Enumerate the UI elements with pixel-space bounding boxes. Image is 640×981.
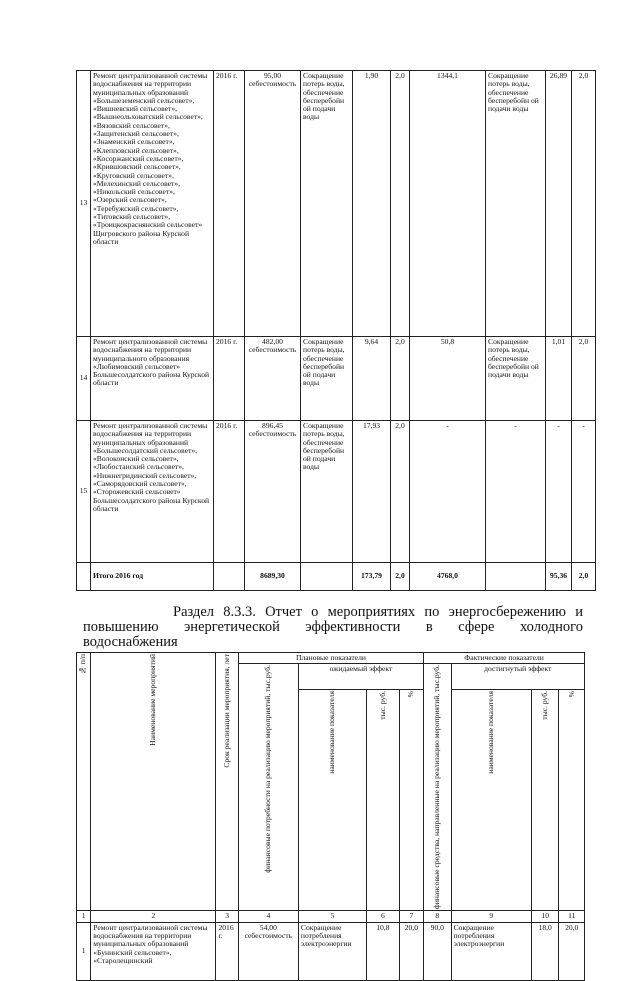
pct-cell: 2,0 xyxy=(391,337,410,421)
col-number: 7 xyxy=(399,911,423,922)
value-cell: 17,93 xyxy=(353,421,391,563)
cost-basis: себестоимость xyxy=(248,429,297,439)
effect-cell: Сокращение потерь воды, обеспечение бесперебойн ой подачи воды xyxy=(301,337,353,421)
table-row xyxy=(77,922,585,980)
header-pct-2: % xyxy=(559,689,585,911)
header-indicator-name: наименование показателя xyxy=(298,689,366,911)
pct-cell: 2,0 xyxy=(391,71,410,337)
header-expected: ожидаемый эффект xyxy=(298,664,423,690)
measure-name: Ремонт централизованной системы водоснабжения на территории муниципальных образований «Большеземенский сельсовет», «Вишневский сельсовет», «Вышнеольховатский сельсовет», «Вязовский сельсовет», «Защитенский сельсовет», «Знаменский сельсовет», «Клепповский сельсовет», «Косоржанский сельсовет», «Крившовский сельсовет», «Круговский сельсовет», «Мелехинский сельсовет», «Никольский сельсовет», «Озерский сельсовет», «Теребужский сельсовет», «Титовский сельсовет», «Троицкокраснянский сельсовет» Щигровского района Курской области xyxy=(91,71,214,337)
actual-pct-cell: - xyxy=(572,421,596,563)
col-number: 9 xyxy=(451,911,531,922)
effect-cell: Сокращение потерь воды, обеспечение бесперебойн ой подачи воды xyxy=(301,421,353,563)
header-achieved: достигнутый эффект xyxy=(451,664,584,690)
actual-pct-cell: 20,0 xyxy=(559,922,585,980)
row-number: 13 xyxy=(77,71,91,337)
total-row xyxy=(77,563,596,591)
cost-value: 95,00 xyxy=(263,71,282,80)
header-num: № п/п xyxy=(77,653,91,911)
cost-value: 482,00 xyxy=(262,337,283,346)
actual-effect-cell: - xyxy=(486,421,546,563)
row-number: 15 xyxy=(77,421,91,563)
cost-value: 54,00 xyxy=(259,922,277,932)
header-indicator-name-2: наименование показателя xyxy=(451,689,531,911)
section-heading xyxy=(83,605,583,650)
effect-cell: Сокращение потерь воды, обеспечение бесперебойн ой подачи воды xyxy=(301,71,353,337)
table-row xyxy=(77,421,596,563)
col-number: 1 xyxy=(77,911,91,922)
col-number: 6 xyxy=(367,911,400,922)
measure-name: Ремонт централизованной системы водоснабжения на территории муниципальных образований «Бунинский сельсовет», «Старолещинский xyxy=(91,922,216,980)
column-numbers-row xyxy=(77,911,585,922)
actual-value-cell: 26,89 xyxy=(546,71,572,337)
actual-pct-cell: 2,0 xyxy=(572,337,596,421)
col-number: 5 xyxy=(298,911,366,922)
col-number: 3 xyxy=(216,911,238,922)
section-heading-line-3: водоснабжения xyxy=(83,634,178,650)
value-cell: 10,8 xyxy=(367,922,400,980)
year-cell: 2016 г. xyxy=(214,421,245,563)
measure-name: Ремонт централизованной системы водоснабжения на территории муниципальных образований «Большесолдатский сельсовет», «Волоконский сельсовет», «Любостанский сельсовет», «Нижнегридинский сельсовет», «Саморядовский сельсовет», «Сторожевский сельсовет» Большесолдатского района Курской области xyxy=(91,421,214,563)
header-actual: Фактические показатели xyxy=(424,653,585,664)
measure-name: Ремонт централизованной системы водоснабжения на территории муниципального образования «Любимовский сельсовет» Большесолдатского района Курской области xyxy=(91,337,214,421)
year-cell: 2016 г. xyxy=(216,922,238,980)
actual-value-cell: 18,0 xyxy=(531,922,558,980)
col-number: 2 xyxy=(91,911,216,922)
table-row xyxy=(77,71,596,337)
value-cell: 1,90 xyxy=(353,71,391,337)
fin-cell: - xyxy=(410,421,486,563)
actual-effect-cell: Сокращение потерь воды, обеспечение бесперебойн ой подачи воды xyxy=(486,337,546,421)
table-row xyxy=(77,337,596,421)
year-cell: 2016 г. xyxy=(214,71,245,337)
year-cell: 2016 г. xyxy=(214,337,245,421)
cost-cell xyxy=(245,71,301,337)
cost-cell xyxy=(245,421,301,563)
section-heading-line-1: Раздел 8.3.3. Отчет о мероприятиях по энергосбережению и xyxy=(173,604,583,620)
col-number: 8 xyxy=(424,911,451,922)
cost-cell xyxy=(238,922,298,980)
section-heading-line-2: повышению энергетической эффективности в сфере холодного xyxy=(83,619,583,635)
header-thousand-rub: тыс. руб. xyxy=(367,689,400,911)
pct-cell: 20,0 xyxy=(399,922,423,980)
actual-effect-cell: Сокращение потерь воды, обеспечение бесперебойн ой подачи воды xyxy=(486,71,546,337)
total-value: 173,79 xyxy=(353,563,391,591)
report-table-continued xyxy=(76,70,596,591)
actual-value-cell: 1,01 xyxy=(546,337,572,421)
total-actual-pct: 2,0 xyxy=(572,563,596,591)
header-term: Срок реализации мероприятия, лет xyxy=(216,653,238,911)
header-fin-spent: финансовые средства, направленные на реализацию мероприятий, тыс.руб. xyxy=(424,664,451,911)
row-number: 14 xyxy=(77,337,91,421)
cost-basis: себестоимость xyxy=(248,345,297,355)
col-number: 4 xyxy=(238,911,298,922)
header-planned: Плановые показатели xyxy=(238,653,423,664)
header-thousand-rub-2: тыс. руб. xyxy=(531,689,558,911)
col-number: 11 xyxy=(559,911,585,922)
fin-cell: 1344,1 xyxy=(410,71,486,337)
actual-effect-cell: Сокращение потребления электроэнергии xyxy=(451,922,531,980)
actual-pct-cell: 2,0 xyxy=(572,71,596,337)
header-fin-need: финансовые потребности на реализацию мероприятий, тыс.руб. xyxy=(238,664,298,911)
total-actual-value: 95,36 xyxy=(546,563,572,591)
total-pct: 2,0 xyxy=(391,563,410,591)
effect-cell: Сокращение потребления электроэнергии xyxy=(298,922,366,980)
header-name: Наименование мероприятий xyxy=(91,653,216,911)
actual-value-cell: - xyxy=(546,421,572,563)
header-pct: % xyxy=(399,689,423,911)
value-cell: 9,64 xyxy=(353,337,391,421)
cost-cell xyxy=(245,337,301,421)
cost-value: 896,45 xyxy=(262,421,283,430)
fin-cell: 90,0 xyxy=(424,922,451,980)
total-fin: 4768,0 xyxy=(410,563,486,591)
row-number: 1 xyxy=(77,922,91,980)
cost-basis: себестоимость xyxy=(248,79,297,89)
total-cost: 8689,30 xyxy=(245,563,301,591)
pct-cell: 2,0 xyxy=(391,421,410,563)
cost-basis: себестоимость xyxy=(244,931,293,941)
energy-saving-table xyxy=(76,652,585,981)
fin-cell: 50,8 xyxy=(410,337,486,421)
col-number: 10 xyxy=(531,911,558,922)
total-label: Итого 2016 год xyxy=(91,563,214,591)
